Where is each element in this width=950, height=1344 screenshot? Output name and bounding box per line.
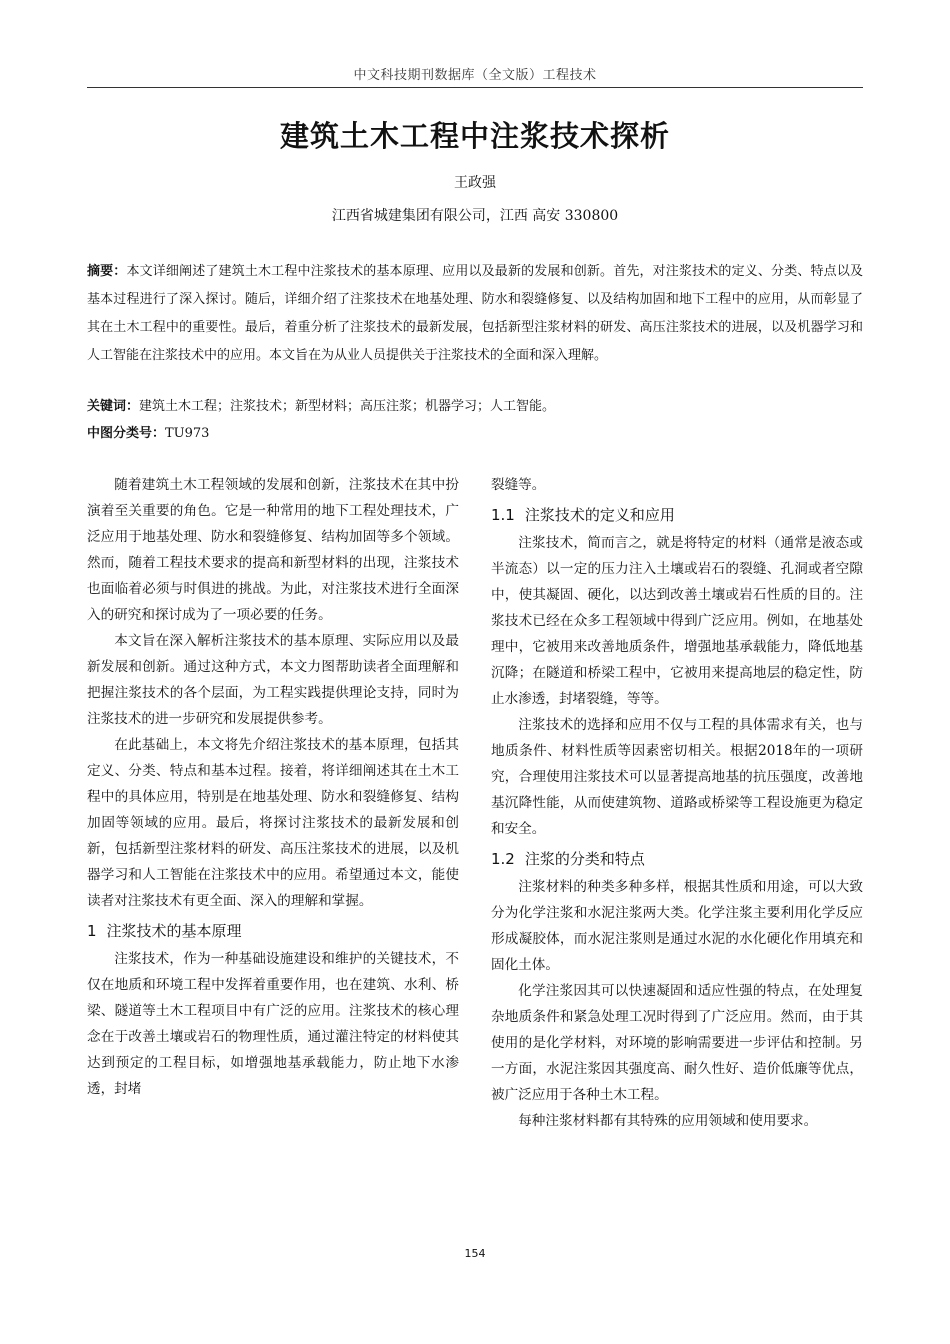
keywords-label: 关键词： (87, 399, 140, 414)
header-rule (87, 87, 863, 88)
left-column (87, 472, 459, 1102)
subsection-heading (491, 502, 863, 528)
abstract-text: 本文详细阐述了建筑土木工程中注浆技术的基本原理、应用以及最新的发展和创新。首先，对注浆技术的定义、分类、特点以及基本过程进行了深入探讨。随后，详细介绍了注浆技术在地基处理、防水和裂缝修复、以及结构加固和地下工程中的应用，从而彰显了其在土木工程中的重要性。最后，着重分析了注浆技术的最新发展，包括新型注浆材料的研发、高压注浆技术的进展，以及机器学习和人工智能在注浆技术中的应用。本文旨在为从业人员提供关于注浆技术的全面和深入理解。 (87, 264, 863, 363)
paragraph: 本文旨在深入解析注浆技术的基本原理、实际应用以及最新发展和创新。通过这种方式，本文力图帮助读者全面理解和把握注浆技术的各个层面，为工程实践提供理论支持，同时为注浆技术的进一步研究和发展提供参考。 (87, 633, 459, 727)
section-title: 注浆技术的基本原理 (106, 922, 242, 940)
paragraph-continued: 裂缝等。 (491, 477, 546, 493)
right-column (491, 472, 863, 1134)
abstract (87, 258, 863, 370)
section-heading (87, 918, 459, 944)
section-number: 1 (87, 922, 97, 940)
running-header: 中文科技期刊数据库（全文版）工程技术 (353, 68, 597, 83)
paper-title: 建筑土木工程中注浆技术探析 (279, 119, 670, 153)
keywords-text: 建筑土木工程；注浆技术；新型材料；高压注浆；机器学习；人工智能。 (139, 399, 556, 414)
subsection-title: 注浆的分类和特点 (524, 850, 645, 868)
subsection-number: 1.2 (491, 850, 515, 868)
paragraph: 注浆技术，作为一种基础设施建设和维护的关键技术，不仅在地质和环境工程中发挥着重要作用，也在建筑、水利、桥梁、隧道等土木工程项目中有广泛的应用。注浆技术的核心理念在于改善土壤或岩石的物理性质，通过灌注特定的材料使其达到预定的工程目标，如增强地基承载能力，防止地下水渗透，封堵 (87, 951, 459, 1097)
classification-label: 中图分类号： (87, 426, 166, 441)
abstract-label: 摘要： (87, 264, 127, 279)
paragraph: 注浆技术的选择和应用不仅与工程的具体需求有关，也与地质条件、材料性质等因素密切相关。根据2018年的一项研究，合理使用注浆技术可以显著提高地基的抗压强度，改善地基沉降性能，从而使建筑物、道路或桥梁等工程设施更为稳定和安全。 (491, 717, 863, 837)
subsection-number: 1.1 (491, 506, 515, 524)
paragraph: 在此基础上，本文将先介绍注浆技术的基本原理，包括其定义、分类、特点和基本过程。接着，将详细阐述其在土木工程中的具体应用，特别是在地基处理、防水和裂缝修复、结构加固等领域的应用。最后，将探讨注浆技术的最新发展和创新，包括新型注浆材料的研发、高压注浆技术的进展，以及机器学习和人工智能在注浆技术中的应用。希望通过本文，能使读者对注浆技术有更全面、深入的理解和掌握。 (87, 737, 459, 909)
paragraph: 注浆材料的种类多种多样，根据其性质和用途，可以大致分为化学注浆和水泥注浆两大类。化学注浆主要利用化学反应形成凝胶体，而水泥注浆则是通过水泥的水化硬化作用填充和固化土体。 (491, 879, 863, 973)
author: 王政强 (454, 175, 496, 191)
paragraph: 每种注浆材料都有其特殊的应用领域和使用要求。 (518, 1113, 818, 1129)
affiliation: 江西省城建集团有限公司，江西 高安 330800 (331, 208, 619, 224)
subsection-heading (491, 846, 863, 872)
paragraph: 注浆技术，简而言之，就是将特定的材料（通常是液态或半流态）以一定的压力注入土壤或岩石的裂缝、孔洞或者空隙中，使其凝固、硬化，以达到改善土壤或岩石性质的目的。注浆技术已经在众多工程领域中得到广泛应用。例如，在地基处理中，它被用来改善地质条件，增强地基承载能力，降低地基沉降；在隧道和桥梁工程中，它被用来提高地层的稳定性，防止水渗透，封堵裂缝，等等。 (491, 535, 863, 707)
page-number: 154 (464, 1247, 486, 1260)
paragraph: 随着建筑土木工程领域的发展和创新，注浆技术在其中扮演着至关重要的角色。它是一种常用的地下工程处理技术，广泛应用于地基处理、防水和裂缝修复、结构加固等多个领域。然而，随着工程技术要求的提高和新型材料的出现，注浆技术也面临着必须与时俱进的挑战。为此，对注浆技术进行全面深入的研究和探讨成为了一项必要的任务。 (87, 477, 459, 623)
subsection-title: 注浆技术的定义和应用 (524, 506, 675, 524)
classification-code: TU973 (165, 426, 210, 441)
keywords (87, 394, 863, 420)
classification (87, 421, 863, 447)
paragraph: 化学注浆因其可以快速凝固和适应性强的特点，在处理复杂地质条件和紧急处理工况时得到了广泛应用。然而，由于其使用的是化学材料，对环境的影响需要进一步评估和控制。另一方面，水泥注浆因其强度高、耐久性好、造价低廉等优点，被广泛应用于各种土木工程。 (491, 983, 863, 1103)
